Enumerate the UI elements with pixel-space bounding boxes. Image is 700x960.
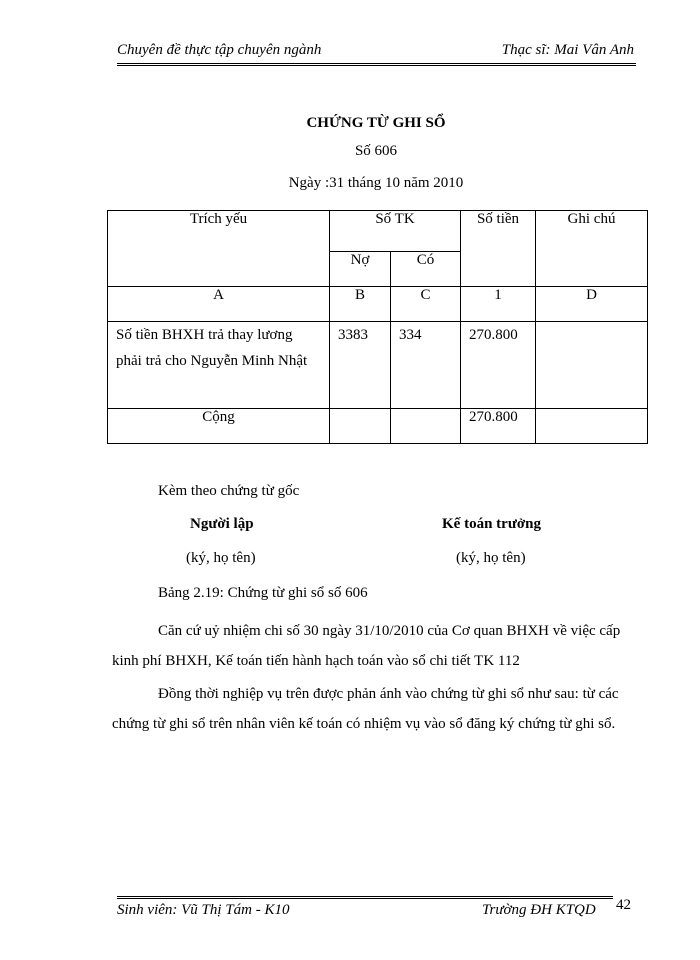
code-cell: A xyxy=(108,287,330,322)
header-debit: Nợ xyxy=(330,252,391,287)
row-note xyxy=(536,322,648,409)
header-left: Chuyên đề thực tập chuyên ngành xyxy=(117,42,322,58)
row-amount: 270.800 xyxy=(461,322,536,409)
page-number: 42 xyxy=(616,897,631,913)
row-summary: Số tiền BHXH trả thay lương phải trả cho Nguyễn Minh Nhật xyxy=(108,322,330,409)
total-credit xyxy=(391,409,461,444)
code-cell: B xyxy=(330,287,391,322)
table-header-row xyxy=(108,211,648,252)
header-note: Ghi chú xyxy=(536,211,648,287)
preparer-label: Người lập xyxy=(190,516,254,532)
document-date: Ngày :31 tháng 10 năm 2010 xyxy=(288,175,464,191)
voucher-table xyxy=(107,210,648,444)
header-divider xyxy=(117,63,636,66)
footer-left: Sinh viên: Vũ Thị Tám - K10 xyxy=(117,902,290,918)
attachment-note: Kèm theo chứng từ gốc xyxy=(158,483,300,499)
code-cell: C xyxy=(391,287,461,322)
row-debit: 3383 xyxy=(330,322,391,409)
total-note xyxy=(536,409,648,444)
document-number: Số 606 xyxy=(354,143,398,159)
header-summary: Trích yếu xyxy=(108,211,330,287)
table-total-row xyxy=(108,409,648,444)
document-title: CHỨNG TỪ GHI SỔ xyxy=(306,115,446,131)
total-amount: 270.800 xyxy=(461,409,536,444)
table-row xyxy=(108,322,648,409)
header-account: Số TK xyxy=(330,211,461,252)
row-credit: 334 xyxy=(391,322,461,409)
table-caption: Bảng 2.19: Chứng từ ghi sổ số 606 xyxy=(158,585,368,601)
code-cell: D xyxy=(536,287,648,322)
header-right: Thạc sĩ: Mai Vân Anh xyxy=(501,42,634,58)
header-amount: Số tiền xyxy=(461,211,536,287)
footer-divider xyxy=(117,896,613,899)
preparer-signature-hint: (ký, họ tên) xyxy=(186,550,256,566)
footer-right: Trường ĐH KTQD xyxy=(482,902,596,918)
accountant-signature-hint: (ký, họ tên) xyxy=(456,550,526,566)
header-credit: Có xyxy=(391,252,461,287)
body-paragraph: Căn cứ uỷ nhiệm chi số 30 ngày 31/10/2010 của Cơ quan BHXH về việc cấp kinh phí BHXH, Kế toán tiến hành hạch toán vào sổ chi tiết TK 112 xyxy=(112,623,621,669)
accountant-label: Kế toán trưởng xyxy=(442,516,541,532)
body-paragraph: Đồng thời nghiệp vụ trên được phản ánh vào chứng từ ghi sổ như sau: từ các chứng từ ghi sổ trên nhân viên kế toán có nhiệm vụ vào sổ đăng ký chứng từ ghi sổ. xyxy=(112,686,619,732)
total-label: Cộng xyxy=(108,409,330,444)
total-debit xyxy=(330,409,391,444)
code-cell: 1 xyxy=(461,287,536,322)
table-code-row xyxy=(108,287,648,322)
